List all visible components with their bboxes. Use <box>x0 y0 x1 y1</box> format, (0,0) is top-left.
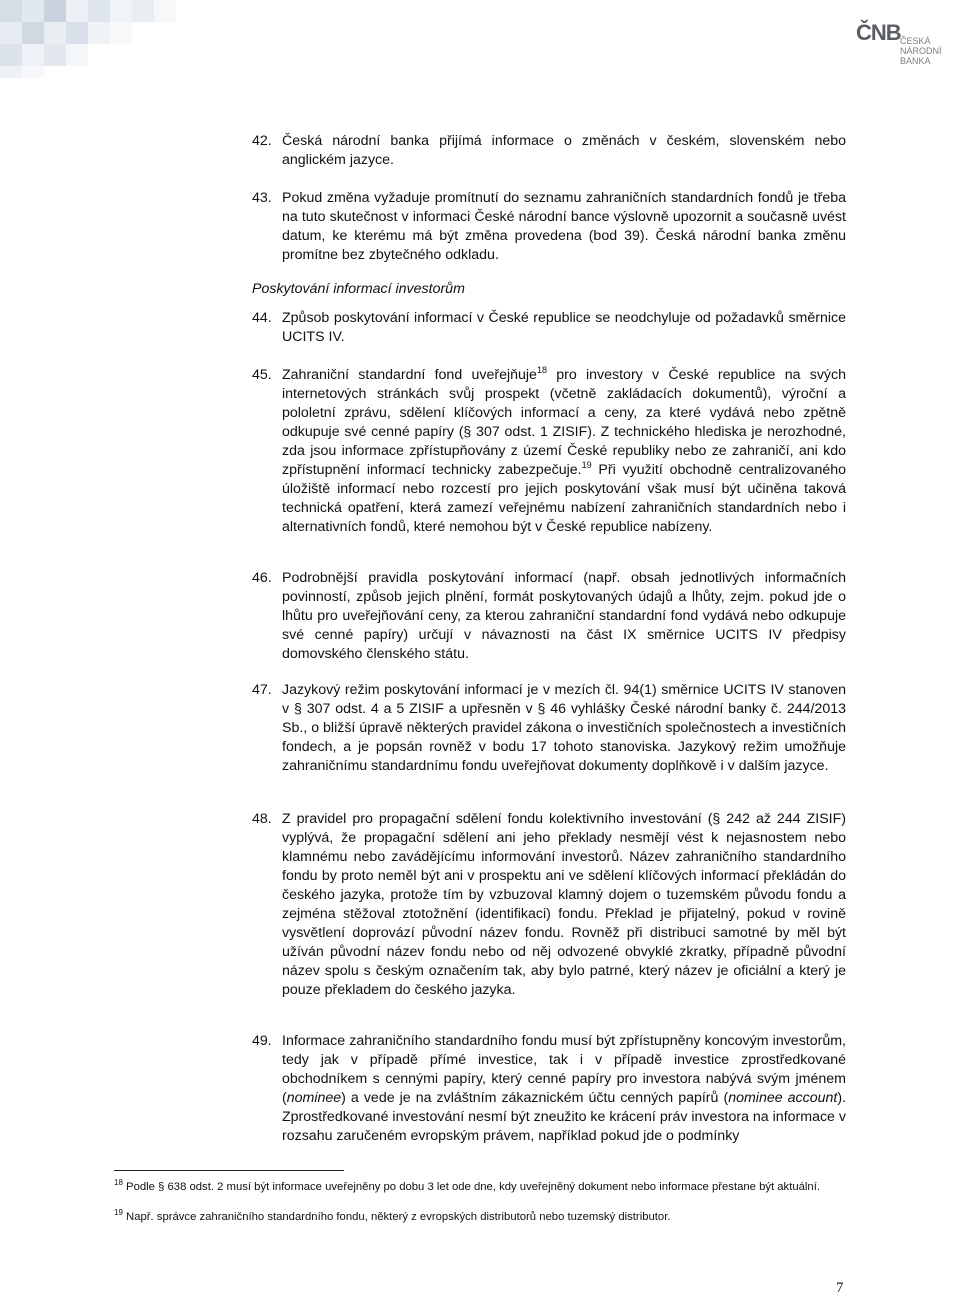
paragraph-number: 43. <box>252 190 272 206</box>
paragraph-text: Způsob poskytování informací v České republice se neodchyluje od požadavků směrnice UCITS IV. <box>282 310 846 345</box>
paragraph-44 <box>252 309 846 347</box>
footnote-separator <box>114 1170 344 1171</box>
paragraph-text: Česká národní banka přijímá informace o změnách v českém, slovenském nebo anglickém jazyce. <box>282 133 846 168</box>
paragraph-text: Zahraniční standardní fond uveřejňuje$^{18}$ pro investory v České republice na svých internetových stránkách svůj prospekt (včetně zakládacích dokumentů), výroční a pololetní zprávu, sdělení klíčových informací a ceny, za které vydává nebo zpětně odkupuje své cenné papíry (§ 307 odst. 1 ZISIF). Z technického hlediska je nerozhodné, zda jsou informace zpřístupňovány z území České republiky nebo ze zahraničí, ani kdo zpřístupnění informací technicky zabezpečuje.$^{19}$ Při využití obchodně centralizovaného úložiště informací nebo rozcestí pro jejich poskytování však musí být učiněna taková technická opatření, která zamezí veřejnému nabízení zahraničních standardních nebo i alternativních fondů, které nemohou být v České republice nabízeny. <box>282 365 847 535</box>
footnote-18 <box>114 1180 846 1195</box>
paragraph-43 <box>252 189 846 265</box>
paragraph-number: 48. <box>252 811 272 827</box>
paragraph-number: 49. <box>252 1033 272 1049</box>
paragraph-49 <box>252 1032 846 1146</box>
paragraph-45 <box>252 366 846 537</box>
paragraph-number: 47. <box>252 682 272 698</box>
paragraph-text: Podrobnější pravidla poskytování informací (např. obsah jednotlivých informačních povinností, způsob jejich plnění, formát poskytovaných údajů a lhůty, zejm. pokud jde o lhůtu pro uveřejňování ceny, za kterou zahraniční standardní fond vydává nebo odkupuje své cenné papíry) určují v návaznosti na část IX směrnice UCITS IV předpisy domovského členského státu. <box>282 570 846 662</box>
paragraph-number: 46. <box>252 570 272 586</box>
footnote-ref-18[interactable]: 18 <box>536 365 547 375</box>
paragraph-number: 45. <box>252 367 272 383</box>
cnb-logo-line1: ČESKÁ <box>900 36 931 46</box>
footnote-ref-19[interactable]: 19 <box>581 460 592 470</box>
paragraph-42 <box>252 132 846 170</box>
footnote-19 <box>114 1210 846 1225</box>
cnb-logo-line2: NÁRODNÍ BANKA <box>900 46 942 66</box>
paragraph-48 <box>252 810 846 1000</box>
section-heading: Poskytování informací investorům <box>252 281 465 297</box>
paragraph-text: Pokud změna vyžaduje promítnutí do seznamu zahraničních standardních fondů je třeba na tuto skutečnost v informaci České národní bance výslovně upozornit a současně uvést datum, ke kterému má být změna provedena (bod 39). Česká národní banka změnu promítne bez zbytečného odkladu. <box>282 190 846 263</box>
header-corner-mosaic <box>0 0 200 78</box>
paragraph-text: Z pravidel pro propagační sdělení fondu kolektivního investování (§ 242 až 244 ZISIF) vyplývá, že propagační sdělení ani jeho překlady nesmějí vést k nejasnostem nebo klamnému nebo zavádějícímu informování investorů. Název zahraničního standardního fondu by proto neměl být ani v prospektu ani ve sdělení klíčových informací překládán do českého jazyka, protože tím by vzbuzoval klamný dojem o tuzemském původu fondu a zejména stěžoval ztotožnění (identifikaci) fondu. Překlad je přijatelný, pokud v rovině vysvětlení doprovází původní název fondu. Rovněž při distribuci samotné by měl být užíván původní název fondu nebo od něj odvozené obvyklé zkratky, případně původní název spolu s českým označením tak, aby bylo patrné, který název je oficiální a který je pouze překladem do českého jazyka. <box>282 811 846 998</box>
footnote-number: 19 <box>114 1208 123 1217</box>
footnote-text: Např. správce zahraničního standardního fondu, některý z evropských distributorů nebo tuzemský distributor. <box>126 1211 671 1223</box>
paragraph-text: Informace zahraničního standardního fondu musí být zpřístupněny koncovým investorům, tedy jak v případě přímé investice, tak i v případě investice zprostředkované obchodníkem s cennými papíry, který cenné papíry pro investora nabývá svým jménem (nominee) a vede je na zvláštním zákaznickém účtu cenných papírů (nominee account). Zprostředkované investování nesmí být zneužito ke krácení práv investora na informace v rozsahu zaručeném evropským právem, například pokud jde o podmínky <box>282 1033 846 1144</box>
cnb-logo <box>856 20 948 66</box>
paragraph-number: 44. <box>252 310 272 326</box>
paragraph-46 <box>252 569 846 664</box>
footnote-number: 18 <box>114 1178 123 1187</box>
cnb-logo-mark: ČNB <box>856 20 901 45</box>
paragraph-47 <box>252 681 846 776</box>
page-number: 7 <box>836 1280 844 1296</box>
paragraph-number: 42. <box>252 133 272 149</box>
footnote-text: Podle § 638 odst. 2 musí být informace uveřejněny po dobu 3 let ode dne, kdy uveřejněný dokument nebo informace přestane být aktuální. <box>126 1181 820 1193</box>
paragraph-text: Jazykový režim poskytování informací je v mezích čl. 94(1) směrnice UCITS IV stanoven v § 307 odst. 4 a 5 ZISIF a upřesněn v § 46 vyhlášky České národní banky č. 244/2013 Sb., o bližší úpravě některých pravidel zákona o investičních společnostech a investičních fondech, a je popsán rovněž v bodu 17 tohoto stanoviska. Jazykový režim umožňuje zahraničnímu standardnímu fondu uveřejňovat dokumenty doplňkově i v dalším jazyce. <box>282 682 846 774</box>
